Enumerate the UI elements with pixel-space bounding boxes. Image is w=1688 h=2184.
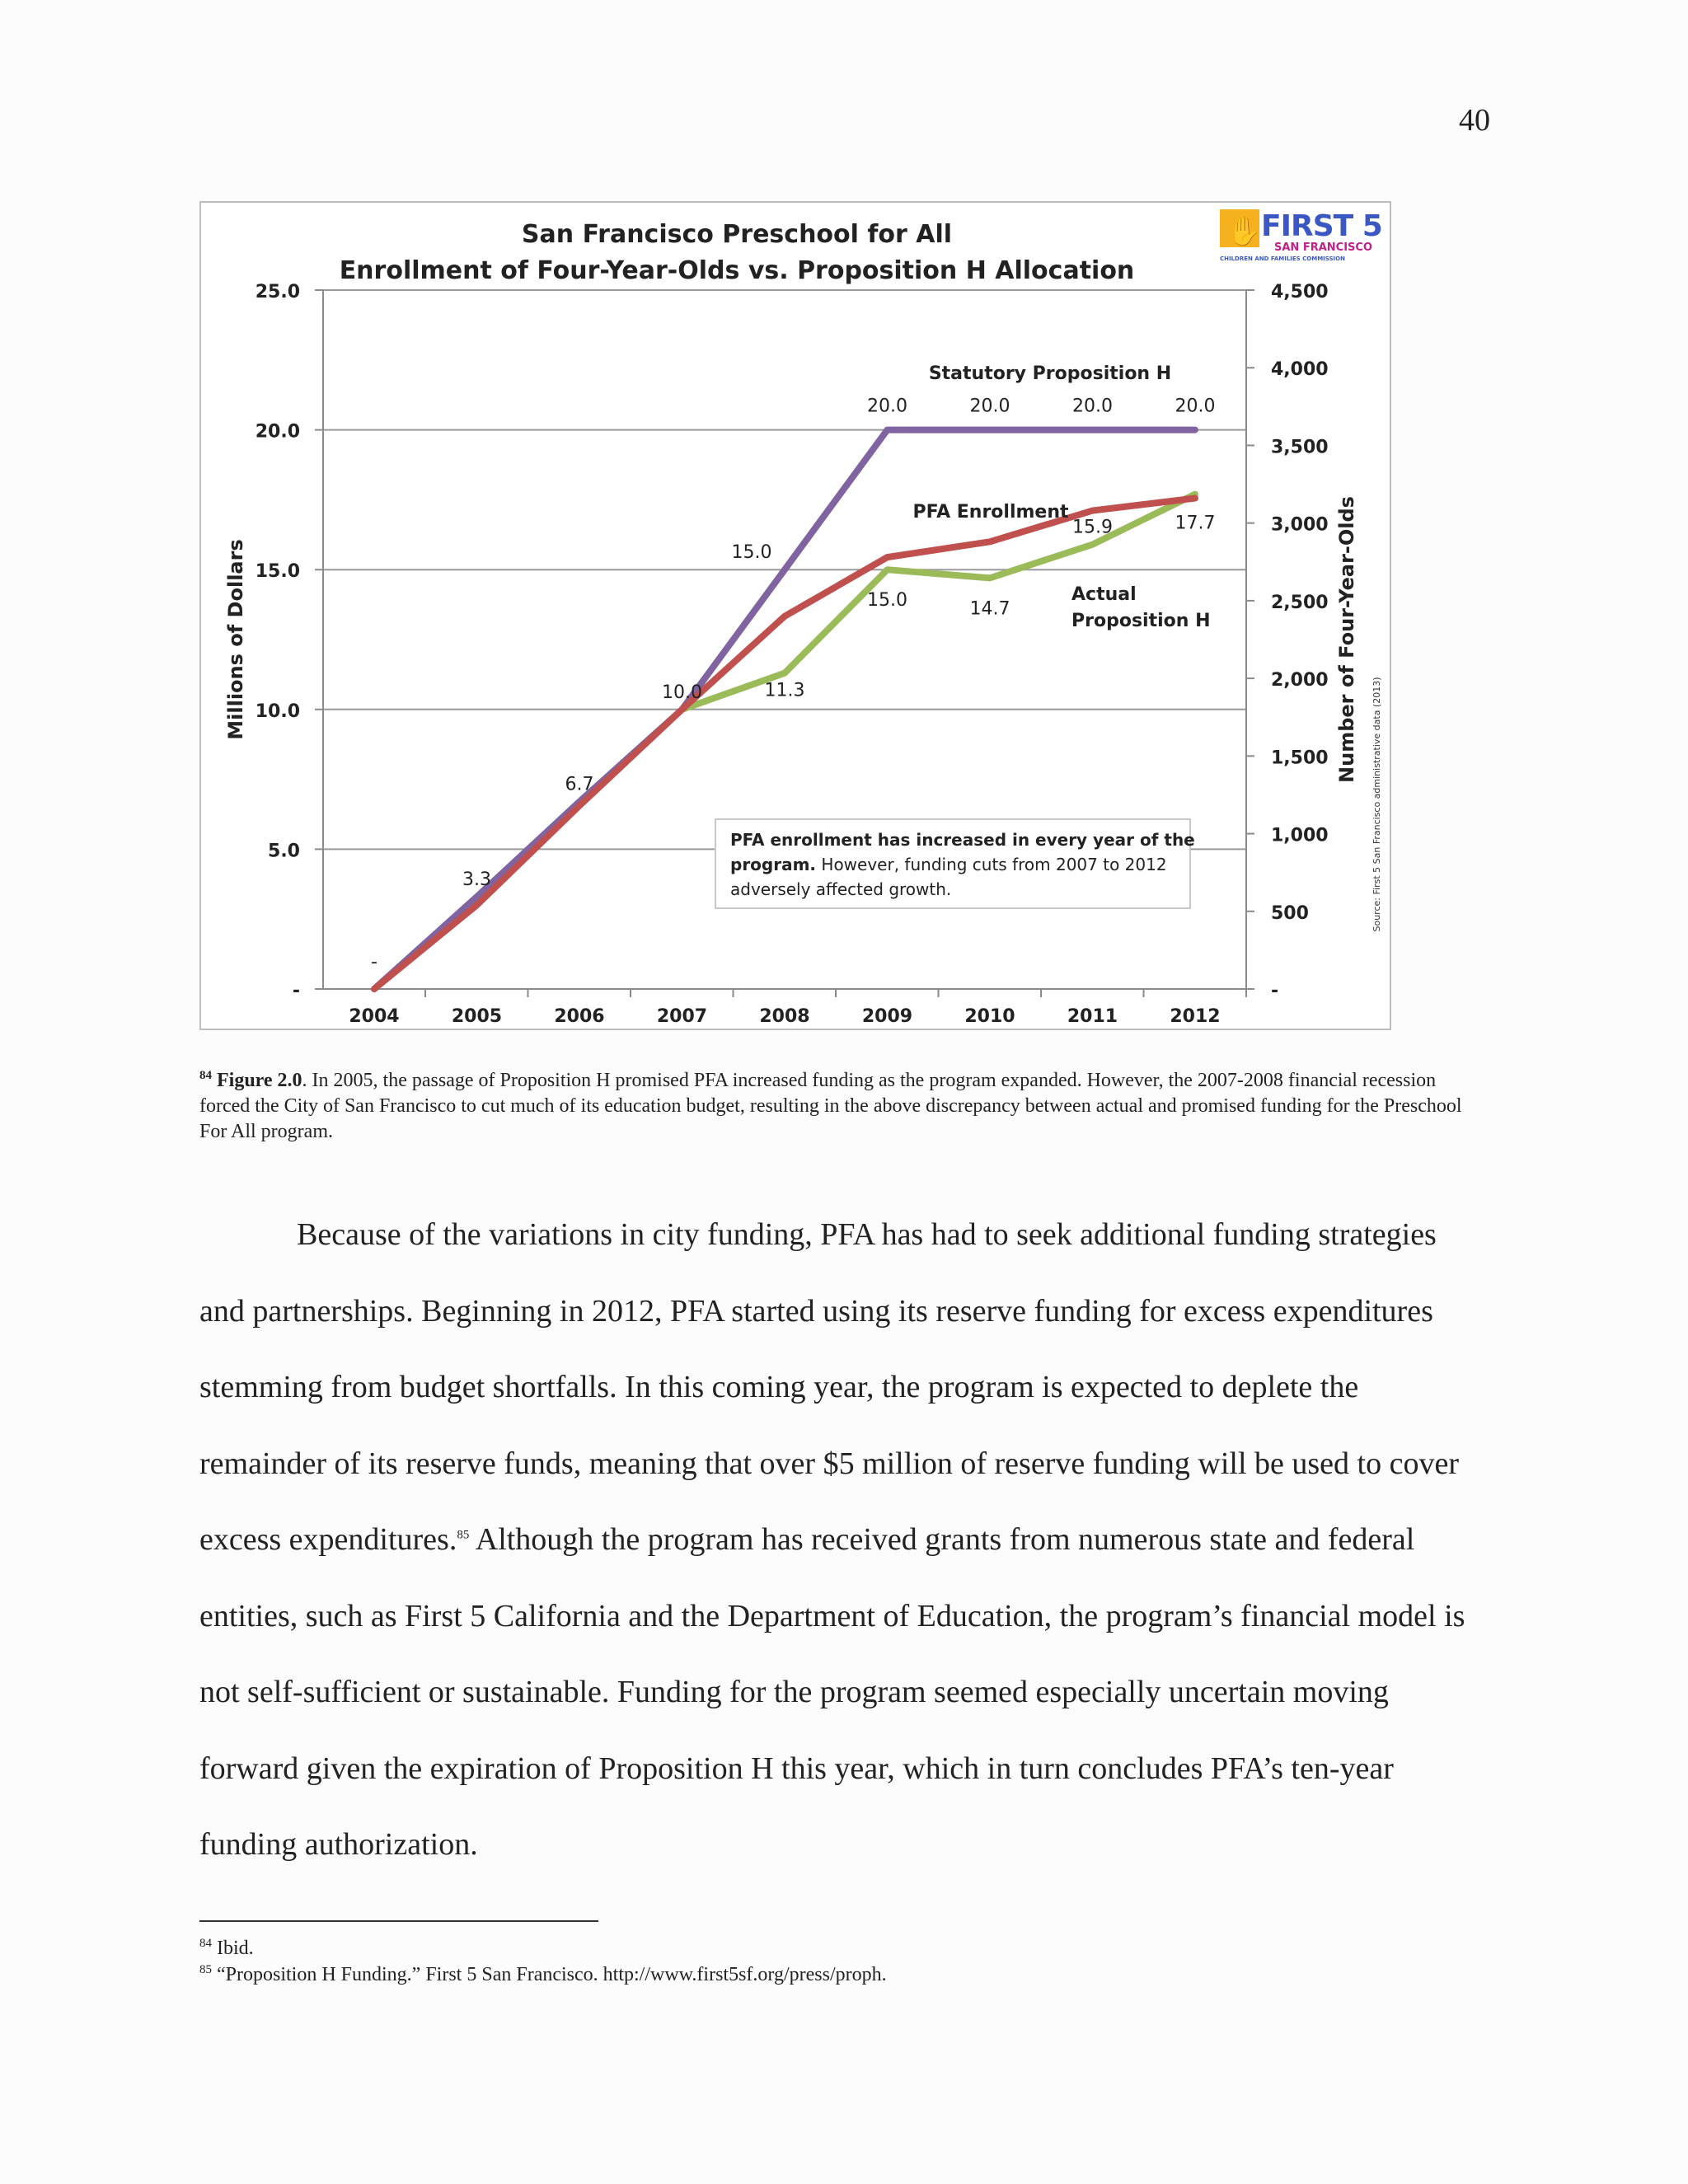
logo-subtext: SAN FRANCISCO (1274, 241, 1372, 254)
x-tick-label: 2011 (1067, 1006, 1118, 1027)
series-label-actual: Proposition H (1071, 611, 1211, 631)
annotation-text-line: program. However, funding cuts from 2007 to 2012 (730, 855, 1167, 874)
source-note: Source: First 5 San Francisco administrative data (2013) (1372, 677, 1382, 932)
x-tick-label: 2012 (1170, 1006, 1221, 1027)
data-point (1194, 429, 1196, 431)
data-point (1194, 498, 1196, 499)
caption-text: . In 2005, the passage of Proposition H promised PFA increased funding as the program expanded. However, the 2007-2008 financial recession forced the City of San Francisco to cut much of its education budget, resulting in the above discrepancy between actual and promised funding for the Preschool For All program. (199, 1070, 1462, 1142)
series-label-actual: Actual (1071, 584, 1137, 605)
footnote-text: “Proposition H Funding.” First 5 San Francisco. http://www.first5sf.org/press/proph. (217, 1964, 887, 1985)
data-point (784, 673, 785, 674)
y2-tick-label: 500 (1271, 902, 1309, 924)
footnote-text: Ibid. (217, 1938, 254, 1959)
y2-tick-label: - (1271, 981, 1279, 1001)
y-tick-label: 15.0 (255, 561, 300, 583)
y-axis-title: Millions of Dollars (224, 539, 247, 740)
x-tick-label: 2008 (759, 1006, 810, 1027)
y2-tick-label: 1,500 (1271, 748, 1329, 769)
data-label: 20.0 (1175, 396, 1216, 417)
data-point (579, 805, 580, 807)
data-point (1092, 429, 1094, 431)
x-tick-label: 2009 (861, 1006, 913, 1027)
y-tick-label: 25.0 (255, 282, 300, 302)
data-point (1092, 510, 1094, 512)
data-label: - (371, 952, 377, 972)
footnote-number: 84 (199, 1937, 212, 1950)
y2-tick-label: 1,000 (1271, 825, 1329, 846)
data-label: 15.9 (1072, 517, 1113, 538)
chart-title: San Francisco Preschool for All (521, 220, 953, 249)
footnote-number: 85 (199, 1963, 212, 1976)
page-number: 40 (1459, 103, 1490, 138)
y2-tick-label: 2,500 (1271, 592, 1329, 613)
data-label: 20.0 (969, 396, 1010, 417)
data-point (989, 541, 991, 542)
y2-tick-label: 2,000 (1271, 670, 1329, 691)
logo-hand-glyph: ✋ (1226, 215, 1262, 248)
footnote-84 (199, 1935, 1485, 1961)
y2-tick-label: 3,000 (1271, 514, 1329, 536)
data-label: 14.7 (969, 598, 1010, 620)
series-label-enrollment: PFA Enrollment (912, 502, 1069, 523)
caption-footnote-ref: 84 (199, 1069, 212, 1082)
data-label: 20.0 (1072, 396, 1113, 417)
data-point (989, 577, 991, 579)
footnote-separator (199, 1920, 598, 1922)
x-tick-label: 2010 (964, 1006, 1015, 1027)
chart-figure (199, 201, 1391, 1030)
data-point (989, 429, 991, 431)
x-tick-label: 2007 (656, 1006, 708, 1027)
y-tick-label: - (292, 981, 300, 1001)
x-tick-label: 2004 (349, 1006, 400, 1027)
line-chart (201, 203, 1390, 1029)
data-point (476, 904, 478, 906)
data-label: 6.7 (565, 774, 594, 795)
x-tick-label: 2005 (451, 1006, 503, 1027)
y-tick-label: 10.0 (255, 701, 300, 722)
y2-tick-label: 3,500 (1271, 437, 1329, 458)
footnotes (199, 1935, 1485, 1988)
body-paragraph (199, 1197, 1485, 1883)
annotation-text-line: PFA enrollment has increased in every year of the (730, 830, 1195, 850)
y-tick-label: 20.0 (255, 421, 300, 443)
data-point (784, 569, 785, 570)
data-label: 3.3 (462, 869, 491, 891)
data-point (887, 556, 889, 558)
data-point (887, 429, 889, 431)
caption-label: Figure 2.0 (217, 1070, 302, 1091)
data-point (682, 709, 683, 710)
y2-tick-label: 4,000 (1271, 359, 1329, 381)
x-tick-label: 2006 (554, 1006, 605, 1027)
footnote-ref-85[interactable]: 85 (457, 1528, 470, 1542)
data-label: 10.0 (662, 682, 702, 703)
paragraph-text-2: Although the program has received grants from numerous state and federal entities, such as First 5 California and the Department of Education, the program’s financial model is not self-sufficient or sustainable. Funding for the program seemed especially uncertain moving forward given the expiration of Proposition H this year, which in turn concludes PFA’s ten-year funding authorization. (199, 1522, 1465, 1862)
y2-axis-title: Number of Four-Year-Olds (1335, 496, 1358, 783)
logo-text: FIRST 5 (1261, 209, 1382, 243)
annotation-text-line: adversely affected growth. (730, 879, 952, 899)
data-label: 11.3 (764, 680, 805, 701)
data-point (784, 616, 785, 617)
y2-tick-label: 4,500 (1271, 282, 1329, 302)
data-point (476, 896, 478, 898)
paragraph-text-1: Because of the variations in city funding, PFA has had to seek additional funding strategies and partnerships. Beginning in 2012, PFA started using its reserve funding for excess expenditures stemming from budget shortfalls. In this coming year, the program is expected to deplete the remainder of its reserve funds, meaning that over $5 million of reserve funding will be used to cover excess expenditures. (199, 1217, 1459, 1557)
data-label: 20.0 (867, 396, 907, 417)
data-point (1194, 494, 1196, 495)
data-point (1092, 544, 1094, 546)
series-label-statutory: Statutory Proposition H (928, 363, 1172, 384)
chart-subtitle: Enrollment of Four-Year-Olds vs. Proposition H Allocation (339, 256, 1135, 285)
data-label: 15.0 (731, 542, 772, 564)
data-point (887, 569, 889, 570)
logo-tagline: CHILDREN AND FAMILIES COMMISSION (1220, 255, 1345, 262)
footnote-85 (199, 1961, 1485, 1988)
figure-caption (199, 1068, 1485, 1145)
data-label: 15.0 (867, 590, 907, 612)
data-label: 17.7 (1175, 513, 1216, 534)
data-point (373, 988, 375, 990)
y-tick-label: 5.0 (268, 841, 300, 862)
